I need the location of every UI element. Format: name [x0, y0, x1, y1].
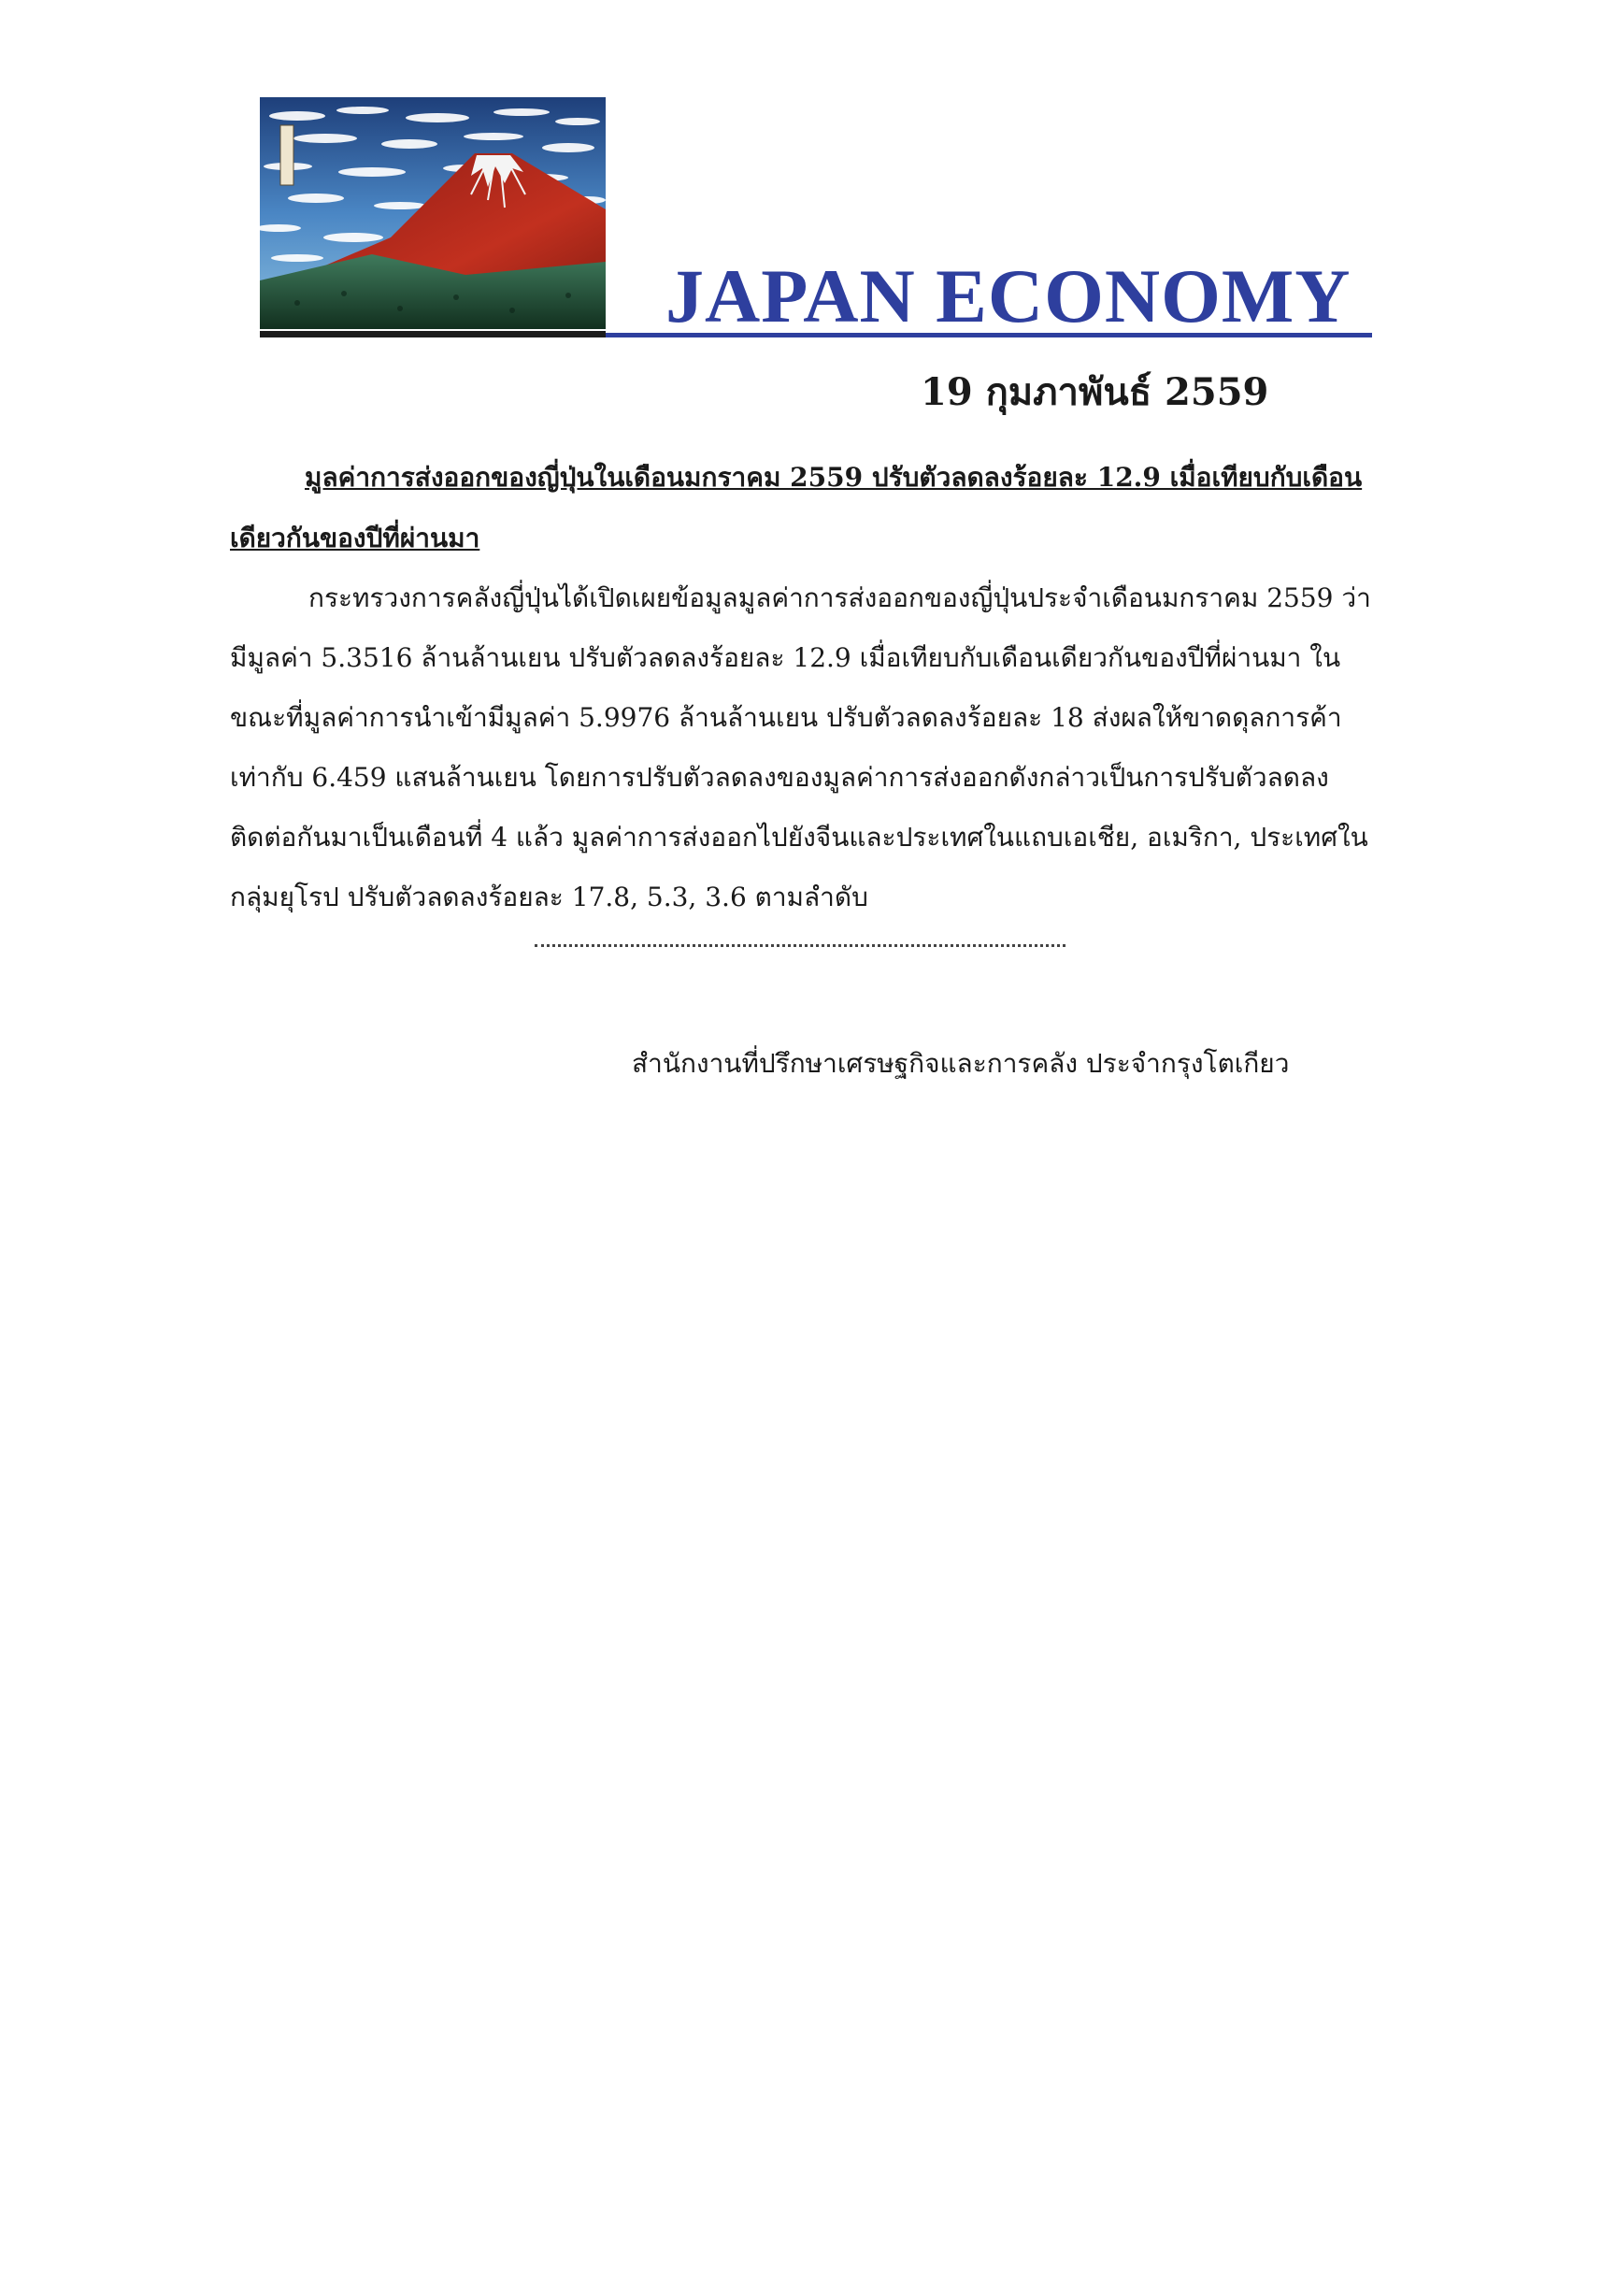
dotted-separator: [535, 944, 1065, 947]
fuji-illustration: [260, 97, 606, 329]
issue-date: 19 กุมภาพันธ์ 2559: [921, 370, 1269, 414]
mount-fuji-woodblock-print-icon: [260, 97, 606, 329]
article-body: กระทรวงการคลังญี่ปุ่นได้เปิดเผยข้อมูลมูลค่าการส่งออกของญี่ปุ่นประจำเดือนมกราคม 2559 ว่า มีมูลค่า 5.3516 ล้านล้านเยน ปรับตัวลดลงร้อยละ 12.9 เมื่อเทียบกับเดือนเดียวกันของปีที่ผ่านมา ในขณะที่มูลค่าการนำเข้ามีมูลค่า 5.9976 ล้านล้านเยน ปรับตัวลดลงร้อยละ 18 ส่งผลให้ขาดดุลการค้าเท่ากับ 6.459 แสนล้านเยน โดยการปรับตัวลดลงของมูลค่าการส่งออกดังกล่าวเป็นการปรับตัวลดลงติดต่อกันมาเป็นเดือนที่ 4 แล้ว มูลค่าการส่งออกไปยังจีนและประเทศในแถบเอเชีย, อเมริกา, ประเทศในกลุ่มยุโรป ปรับตัวลดลงร้อยละ 17.8, 5.3, 3.6 ตามลำดับ: [230, 582, 1371, 912]
article-headline: มูลค่าการส่งออกของญี่ปุ่นในเดือนมกราคม 2559 ปรับตัวลดลงร้อยละ 12.9 เมื่อเทียบกับเดือนเดียวกันของปีที่ผ่านมา: [230, 462, 1363, 553]
masthead-title: JAPAN ECONOMY: [665, 253, 1351, 338]
office-signature: สำนักงานที่ปรึกษาเศรษฐกิจและการคลัง ประจำกรุงโตเกียว: [632, 1048, 1290, 1079]
header-rule-dark: [260, 331, 606, 337]
